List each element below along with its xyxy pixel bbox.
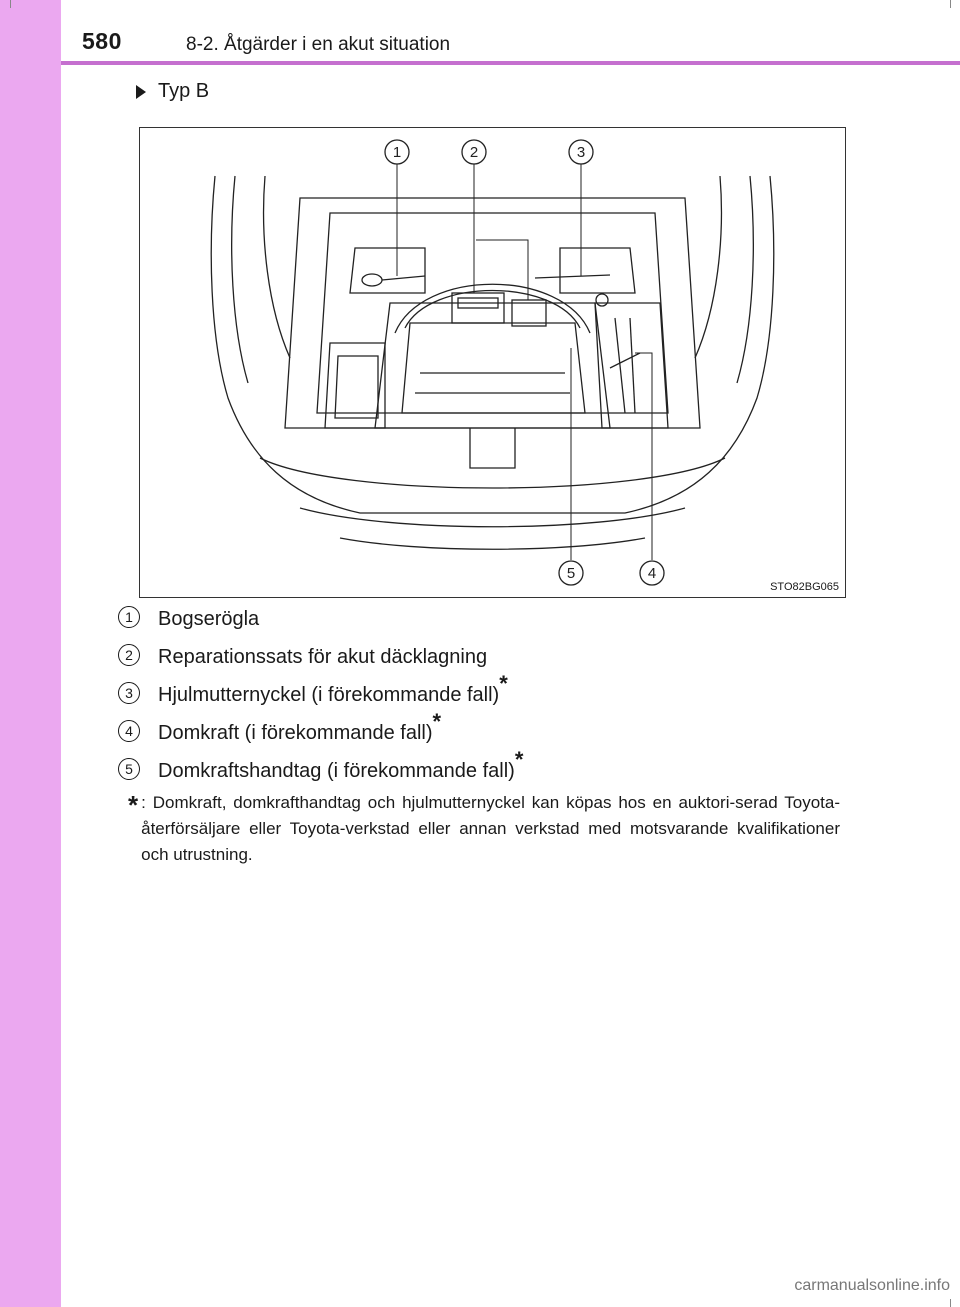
legend-item — [118, 604, 523, 642]
page-number: 580 — [82, 28, 122, 54]
callout-label-4: 4 — [647, 565, 657, 582]
legend-text: Reparationssats för akut däcklagning — [158, 646, 488, 668]
footnote-mark: * — [128, 790, 139, 820]
legend-number: 3 — [118, 682, 140, 704]
legend-item — [118, 747, 524, 794]
legend-text: Domkraftshandtag (i förekommande fall) — [158, 760, 515, 782]
legend-item — [118, 709, 523, 756]
legend-number: 1 — [118, 606, 140, 628]
legend-star: * — [514, 747, 524, 773]
legend-star: * — [432, 709, 442, 735]
type-heading — [136, 80, 209, 103]
legend-star: * — [499, 671, 508, 697]
figure-code: STO82BG065 — [770, 581, 839, 593]
callout-label-1: 1 — [392, 144, 402, 161]
watermark-text: carmanualsonline.info — [794, 1277, 950, 1294]
legend-number: 4 — [118, 720, 140, 742]
legend-item — [118, 642, 523, 680]
triangle-bullet-icon — [136, 85, 146, 99]
parts-legend — [118, 604, 523, 794]
section-title: 8-2. Åtgärder i en akut situation — [186, 34, 451, 55]
legend-text: Bogserögla — [158, 608, 260, 630]
legend-number: 5 — [118, 758, 140, 780]
header-rule — [61, 61, 960, 65]
side-color-strip — [0, 0, 61, 1307]
legend-text: Domkraft (i förekommande fall) — [158, 722, 433, 744]
legend-item — [118, 671, 523, 718]
footnote — [128, 790, 840, 868]
trunk-illustration — [139, 127, 846, 598]
crop-mark — [950, 1299, 951, 1307]
crop-mark — [10, 0, 11, 8]
crop-mark — [950, 0, 951, 8]
callout-label-5: 5 — [566, 565, 576, 582]
type-label: Typ B — [158, 80, 210, 102]
callout-label-2: 2 — [469, 144, 479, 161]
callout-label-3: 3 — [576, 144, 586, 161]
legend-text: Hjulmutternyckel (i förekommande fall) — [158, 684, 500, 706]
legend-number: 2 — [118, 644, 140, 666]
footnote-text: : Domkraft, domkrafthandtag och hjulmutternyckel kan köpas hos en auktori-serad Toyota-återförsäljare eller Toyota-verkstad eller annan verkstad med motsvarande kvalifikationer och utrustning. — [141, 793, 840, 864]
trunk-drawing — [140, 128, 845, 597]
